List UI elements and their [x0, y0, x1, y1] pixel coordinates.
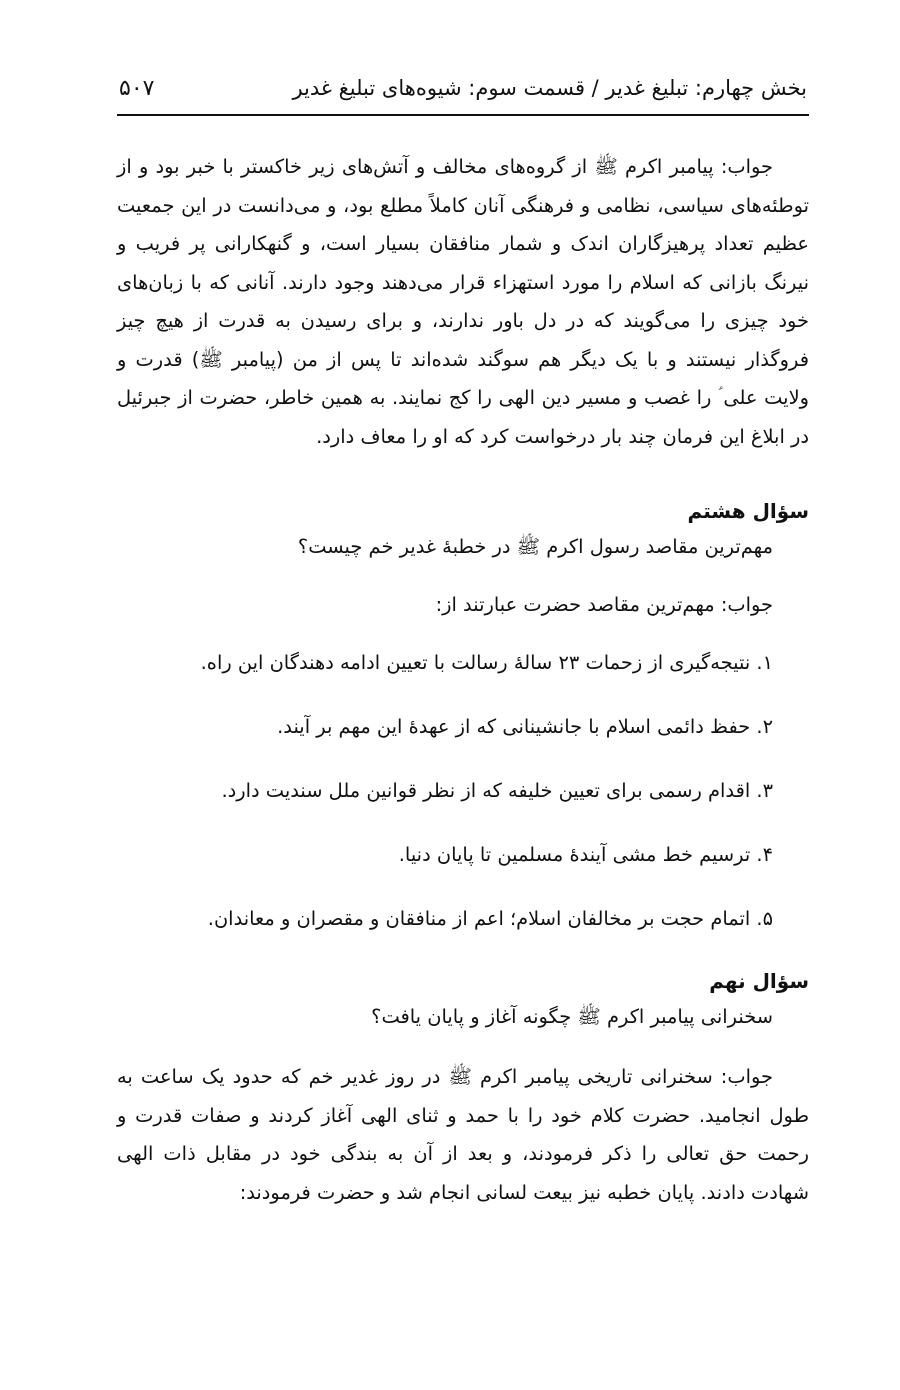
list-item: ۴. ترسیم خط مشی آیندهٔ مسلمین تا پایان دنیا.: [398, 843, 773, 866]
page-number: ۵۰۷: [119, 76, 155, 101]
list-item: ۳. اقدام رسمی برای تعیین خلیفه که از نظر قوانین ملل سندیت دارد.: [221, 779, 773, 802]
question-8-text: مهم‌ترین مقاصد رسول اکرم ﷺ در خطبهٔ غدیر خم چیست؟: [297, 535, 773, 558]
list-item: ۵. اتمام حجت بر مخالفان اسلام؛ اعم از منافقان و مقصران و معاندان.: [207, 907, 773, 930]
list-item: ۲. حفظ دائمی اسلام با جانشینانی که از عهدهٔ این مهم بر آیند.: [277, 715, 773, 738]
list-item: ۱. نتیجه‌گیری از زحمات ۲۳ سالهٔ رسالت با تعیین ادامه دهندگان این راه.: [200, 651, 773, 674]
running-header: [117, 62, 809, 116]
book-page: [117, 62, 809, 1212]
answer-8-lead: جواب: مهم‌ترین مقاصد حضرت عبارتند از:: [435, 593, 773, 616]
section-heading-question-9: سؤال نهم: [709, 969, 809, 993]
answer-paragraph-9: جواب: سخنرانی تاریخی پیامبر اکرم ﷺ در روز غدیر خم که حدود یک ساعت به طول انجامید. حضرت کلام خود را با حمد و ثنای الهی آغاز کردند و صفات قدرت و رحمت حق تعالی را ذکر فرمودند، و بعد از آن به بندگی خود در مقابل ذات الهی شهادت دادند. پایان خطبه نیز بیعت لسانی انجام شد و حضرت فرمودند:: [117, 1065, 809, 1204]
running-header-title: بخش چهارم: تبلیغ غدیر / قسمت سوم: شیوه‌های تبلیغ غدیر: [292, 76, 807, 100]
answer-8-list: [117, 644, 809, 938]
section-heading-question-8: سؤال هشتم: [687, 499, 809, 523]
question-9-text: سخنرانی پیامبر اکرم ﷺ چگونه آغاز و پایان یافت؟: [371, 1005, 773, 1028]
answer-paragraph-7: جواب: پیامبر اکرم ﷺ از گروه‌های مخالف و آتش‌های زیر خاکستر با خبر بود و از توطئه‌های سیاسی، نظامی و فرهنگی آنان کاملاً مطلع بود، و می‌دانست در این جمعیت عظیم تعداد پرهیزگاران اندک و شمار منافقان بسیار است، و گنهکارانی پر فریب و نیرنگ بازانی که اسلام را مورد استهزاء قرار می‌دهند وجود دارند. آنانی که با زبان‌های خود چیزی را می‌گویند که در دل باور ندارند، و برای رسیدن به قدرت از هیچ چیز فروگذار نیستند و با یک دیگر هم سوگند شده‌اند تا پس از من (پیامبر ﷺ) قدرت و ولایت علی ؑ را غصب و مسیر دین الهی را کج نمایند. به همین خاطر، حضرت از جبرئیل در ابلاغ این فرمان چند بار درخواست کرد که او را معاف دارد.: [117, 155, 809, 448]
